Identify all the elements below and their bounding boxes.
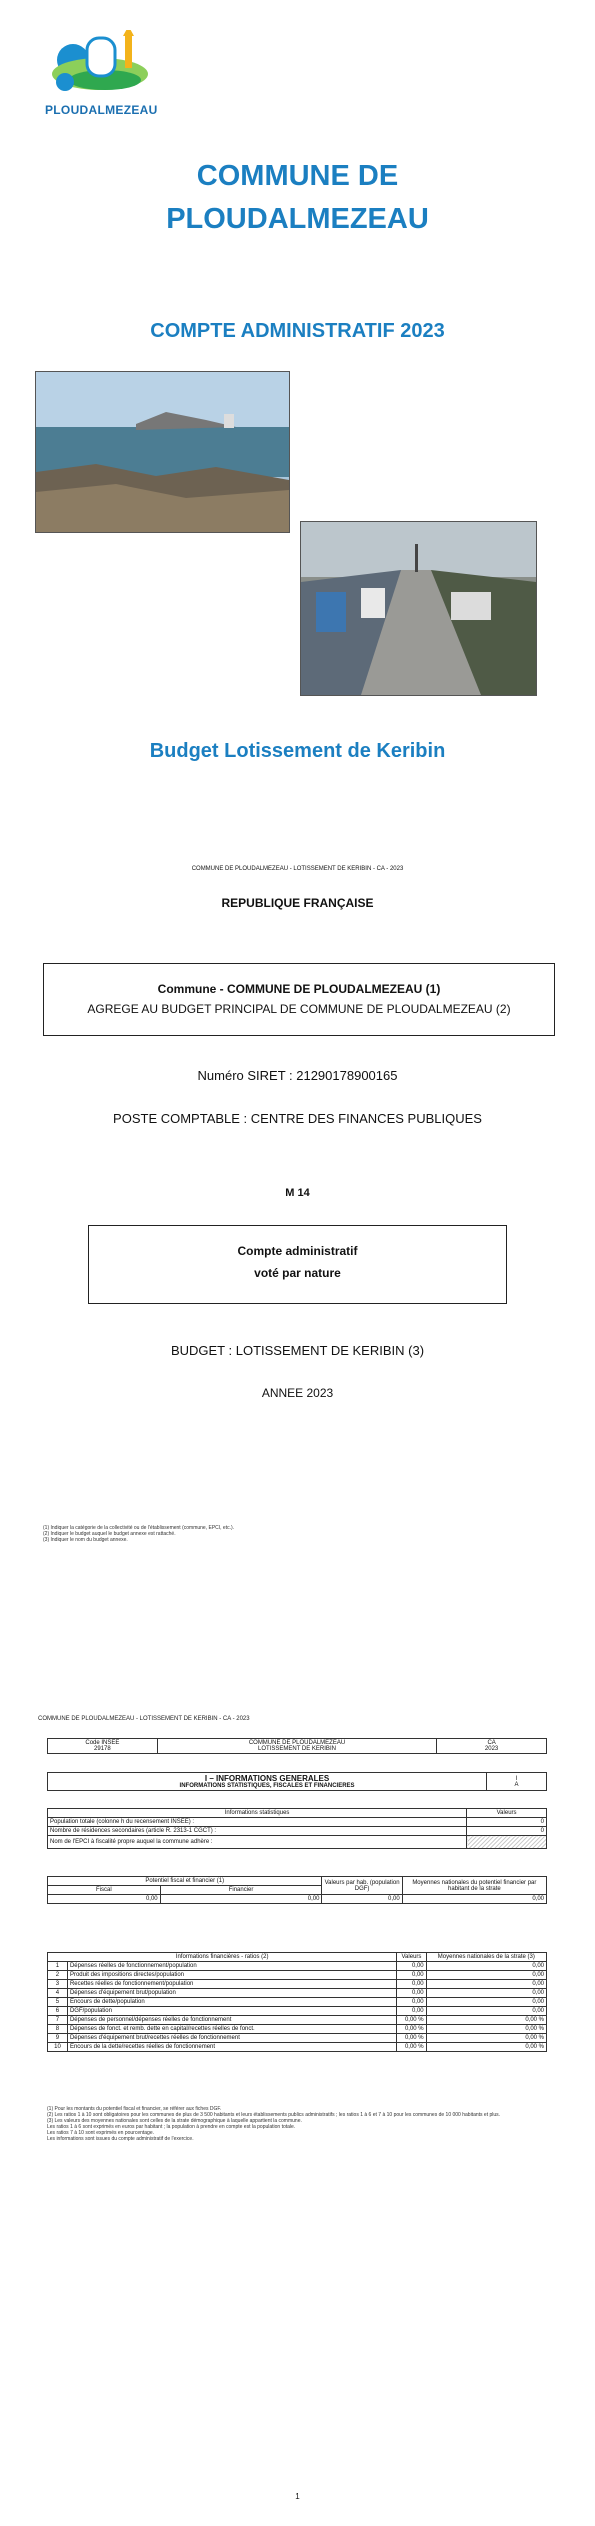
stat-label: Population totale (colonne h du recensement INSEE) : [48,1818,467,1827]
page2-header: COMMUNE DE PLOUDALMEZEAU - LOTISSEMENT DE KERIBIN - CA - 2023 [191,866,404,872]
note: Les informations sont issues du compte administratif de l'exercice. [47,2136,194,2142]
ratio-moyenne: 0,00 [426,1998,546,2007]
ratio-row [48,2034,547,2043]
financier-col: Financier [160,1886,322,1895]
cover-title-line2: PLOUDALMEZEAU [166,203,429,235]
ratio-number: 6 [48,2007,68,2016]
fiscal-table [47,1876,547,1904]
fiscal-col: Fiscal [48,1886,161,1895]
table-row [48,1827,547,1836]
logo [45,30,158,120]
compte-line1: Compte administratif [237,1244,358,1258]
stats-table [47,1808,547,1849]
ratio-moyenne: 0,00 % [426,2016,546,2025]
ratio-value: 0,00 % [397,2034,426,2043]
ratio-row [48,2043,547,2052]
section-title: I – INFORMATIONS GENERALES [204,1774,330,1783]
ratio-moyenne: 0,00 [426,1980,546,1989]
fin-moy-header: Moyennes nationales de la strate (3) [426,1953,546,1962]
ratio-label: Dépenses de personnel/dépenses réelles de fonctionnement [67,2016,396,2025]
moyennes-header: Moyennes nationales du potentiel financier par habitant de la strate [402,1877,546,1895]
note: (1) Pour les montants du potentiel fiscal et financier, se référer aux fiches DGF. [47,2106,222,2112]
ratio-label: DGF/population [67,2007,396,2016]
ratio-value: 0,00 [397,2007,426,2016]
cover-subtitle: COMPTE ADMINISTRATIF 2023 [150,320,445,342]
note: (2) Les ratios 1 à 10 sont obligatoires pour les communes de plus de 3 500 habitants et leurs établissements publics administratifs ; les ratios 1 à 6 et 7 à 10 pour les communes de 10 000 habitants et plus. [47,2112,501,2118]
agrege-text: AGREGE AU BUDGET PRINCIPAL DE COMMUNE DE PLOUDALMEZEAU (2) [87,1002,511,1016]
footnote: (2) Indiquer le budget auquel le budget annexe est rattaché. [43,1531,176,1537]
ratio-moyenne: 0,00 [426,1962,546,1971]
code-insee: 29178 [94,1746,111,1752]
ratio-number: 5 [48,1998,68,2007]
ratio-number: 7 [48,2016,68,2025]
identity-table [47,1738,547,1754]
commune-name: Commune - COMMUNE DE PLOUDALMEZEAU (1) [157,982,441,996]
cover-title-line1: COMMUNE DE [196,160,399,192]
ratio-row [48,2007,547,2016]
ratio-number: 10 [48,2043,68,2052]
ratio-value: 0,00 % [397,2016,426,2025]
ratio-number: 9 [48,2034,68,2043]
ratios-table [47,1952,547,2052]
stat-label: Nombre de résidences secondaires (article R. 2313-1 CGCT) : [48,1827,467,1836]
ratio-row [48,2025,547,2034]
siret: Numéro SIRET : 21290178900165 [197,1068,398,1083]
ratio-number: 2 [48,1971,68,1980]
ratio-moyenne: 0,00 [426,1989,546,1998]
ca-year: 2023 [484,1746,499,1752]
fiscal-value: 0,00 [48,1895,161,1904]
ratio-moyenne: 0,00 [426,2007,546,2016]
section-subtitle: INFORMATIONS STATISTIQUES, FISCALES ET FINANCIERES [179,1783,355,1789]
dgf-header: Valeurs par hab. (population DGF) [322,1877,402,1895]
footnote: (1) Indiquer la catégorie de la collectivité ou de l'établissement (commune, EPCI, etc.). [43,1525,235,1531]
page3-header: COMMUNE DE PLOUDALMEZEAU - LOTISSEMENT DE KERIBIN - CA - 2023 [38,1716,250,1722]
ratio-value: 0,00 [397,1962,426,1971]
ratio-moyenne: 0,00 % [426,2025,546,2034]
table-row [48,1818,547,1827]
compte-box [88,1225,507,1304]
ratio-value: 0,00 % [397,2043,426,2052]
ratio-row [48,1998,547,2007]
coast-photo [35,371,290,533]
section-title-table [47,1772,547,1791]
logo-text: PLOUDALMEZEAU [45,103,158,117]
ratio-value: 0,00 [397,1980,426,1989]
annee-line: ANNEE 2023 [261,1386,334,1400]
ratio-row [48,1962,547,1971]
commune-name: COMMUNE DE PLOUDALMEZEAU [248,1740,346,1746]
ratio-number: 3 [48,1980,68,1989]
fin-values-header: Valeurs [397,1953,426,1962]
compte-line2: voté par nature [254,1266,341,1280]
note: (3) Les valeurs des moyennes nationales sont celles de la strate démographique à laquelle appartient la commune. [47,2118,302,2124]
code-insee-label: Code INSEE [85,1740,120,1746]
stats-header: Informations statistiques [48,1809,467,1818]
street-photo [300,521,537,696]
ratio-value: 0,00 [397,1971,426,1980]
note: Les ratios 7 à 10 sont exprimés en pourcentage. [47,2130,155,2136]
ploudalmezeau-logo-icon [45,30,155,96]
fin-header: Informations financières - ratios (2) [48,1953,397,1962]
ratio-row [48,1971,547,1980]
commune-box [43,963,555,1036]
footnote: (3) Indiquer le nom du budget annexe. [43,1537,128,1543]
moyennes-value: 0,00 [402,1895,546,1904]
ratio-number: 4 [48,1989,68,1998]
ratio-number: 8 [48,2025,68,2034]
ratio-value: 0,00 [397,1989,426,1998]
page2-footnotes [43,1525,463,1543]
ratio-label: Dépenses de fonct. et remb. dette en capital/recettes réelles de fonct. [67,2025,396,2034]
cover-budget: Budget Lotissement de Keribin [149,740,446,762]
ratio-moyenne: 0,00 % [426,2034,546,2043]
ratio-row [48,1980,547,1989]
lotissement-name: LOTISSEMENT DE KERIBIN [258,1746,336,1752]
ratio-label: Encours de la dette/recettes réelles de fonctionnement [67,2043,396,2052]
ratio-value: 0,00 % [397,2025,426,2034]
ratio-label: Dépenses d'équipement brut/population [67,1989,396,1998]
financier-value: 0,00 [160,1895,322,1904]
ca-label: CA [487,1740,496,1746]
ratio-label: Encours de dette/population [67,1998,396,2007]
table-row [48,1836,547,1849]
ratio-value: 0,00 [397,1998,426,2007]
page3-notes [47,2106,547,2142]
ratio-label: Recettes réelles de fonctionnement/population [67,1980,396,1989]
ratio-number: 1 [48,1962,68,1971]
ratio-row [48,1989,547,1998]
section-letter: A [514,1781,519,1788]
ratio-row [48,2016,547,2025]
republic-title: REPUBLIQUE FRANÇAISE [221,896,374,910]
ratio-label: Dépenses d'équipement brut/recettes réelles de fonctionnement [67,2034,396,2043]
fiscal-header: Potentiel fiscal et financier (1) [48,1877,322,1886]
budget-line: BUDGET : LOTISSEMENT DE KERIBIN (3) [170,1343,425,1358]
ratio-label: Dépenses réelles de fonctionnement/population [67,1962,396,1971]
stat-value: 0 [467,1827,547,1836]
stats-values-header: Valeurs [467,1809,547,1818]
dgf-value: 0,00 [322,1895,402,1904]
page-number: 1 [295,2492,300,2501]
ratio-moyenne: 0,00 % [426,2043,546,2052]
poste-comptable: POSTE COMPTABLE : CENTRE DES FINANCES PUBLIQUES [113,1111,482,1126]
ratio-label: Produit des impositions directes/population [67,1971,396,1980]
nomenclature: M 14 [285,1187,310,1199]
ratio-moyenne: 0,00 [426,1971,546,1980]
note: Les ratios 1 à 6 sont exprimés en euros par habitant ; la population à prendre en compte est la population totale. [47,2124,296,2130]
stat-value: 0 [467,1818,547,1827]
stat-label: Nom de l'EPCI à fiscalité propre auquel la commune adhère : [48,1836,467,1849]
stat-value [467,1836,547,1849]
section-num: I [515,1775,518,1782]
